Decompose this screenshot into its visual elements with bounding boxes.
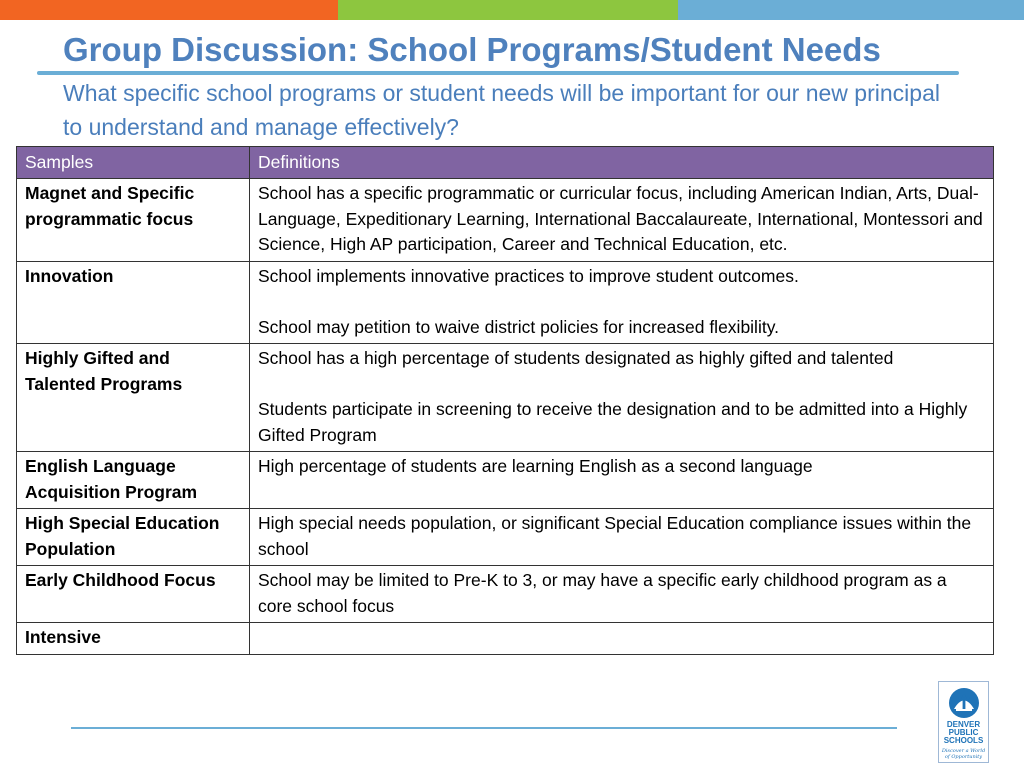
table-row xyxy=(17,261,994,344)
bottom-divider xyxy=(71,727,897,729)
tree-of-people-icon xyxy=(948,687,980,719)
sample-cell: English Language Acquisition Program xyxy=(17,452,250,509)
definition-paragraph: School has a specific programmatic or curricular focus, including American Indian, Arts, Dual-Language, Expeditionary Learning, International Baccalaureate, International, Montessori and Science, High AP participation, Career and Technical Education, etc. xyxy=(258,183,983,254)
sample-cell: Intensive xyxy=(17,623,250,655)
header-definitions: Definitions xyxy=(250,147,994,179)
header-samples: Samples xyxy=(17,147,250,179)
top-bar-orange-segment xyxy=(0,0,338,20)
definition-cell xyxy=(250,179,994,262)
logo-tagline: Discover a World of Opportunity xyxy=(941,748,986,760)
top-color-bar xyxy=(0,0,1024,20)
dps-logo xyxy=(938,681,989,763)
table-header-row xyxy=(17,147,994,179)
definition-paragraph: School may be limited to Pre-K to 3, or may have a specific early childhood program as a core school focus xyxy=(258,570,947,616)
slide-subtitle: What specific school programs or student needs will be important for our new principal to understand and manage effectively? xyxy=(63,80,940,140)
table-body xyxy=(17,179,994,655)
definition-paragraph: School implements innovative practices to improve student outcomes. xyxy=(258,265,799,286)
definition-cell xyxy=(250,623,994,655)
table-row xyxy=(17,452,994,509)
logo-name: DENVER PUBLIC SCHOOLS xyxy=(943,720,984,745)
top-bar-blue-segment xyxy=(678,0,1024,20)
table-row xyxy=(17,623,994,655)
definition-paragraph: School has a high percentage of students designated as highly gifted and talented xyxy=(258,348,894,368)
sample-cell: Highly Gifted and Talented Programs xyxy=(17,344,250,452)
sample-cell: High Special Education Population xyxy=(17,509,250,566)
top-bar-green-segment xyxy=(338,0,678,20)
definition-cell xyxy=(250,452,994,509)
table-row xyxy=(17,509,994,566)
definition-paragraph: High special needs population, or significant Special Education compliance issues within the school xyxy=(258,513,972,559)
sample-cell: Magnet and Specific programmatic focus xyxy=(17,179,250,262)
title-underline xyxy=(37,71,959,75)
definition-paragraph: High percentage of students are learning English as a second language xyxy=(258,456,813,476)
definition-paragraph: School may petition to waive district policies for increased flexibility. xyxy=(258,316,780,337)
table-row xyxy=(17,344,994,452)
table-row xyxy=(17,179,994,262)
sample-cell: Innovation xyxy=(17,261,250,344)
definition-cell xyxy=(250,566,994,623)
sample-cell: Early Childhood Focus xyxy=(17,566,250,623)
table-row xyxy=(17,566,994,623)
definition-cell xyxy=(250,344,994,452)
definition-paragraph: Students participate in screening to receive the designation and to be admitted into a Highly Gifted Program xyxy=(258,399,968,445)
slide-title: Group Discussion: School Programs/Student Needs xyxy=(63,31,881,68)
definition-cell xyxy=(250,261,994,344)
definition-cell xyxy=(250,509,994,566)
programs-table xyxy=(16,146,994,655)
